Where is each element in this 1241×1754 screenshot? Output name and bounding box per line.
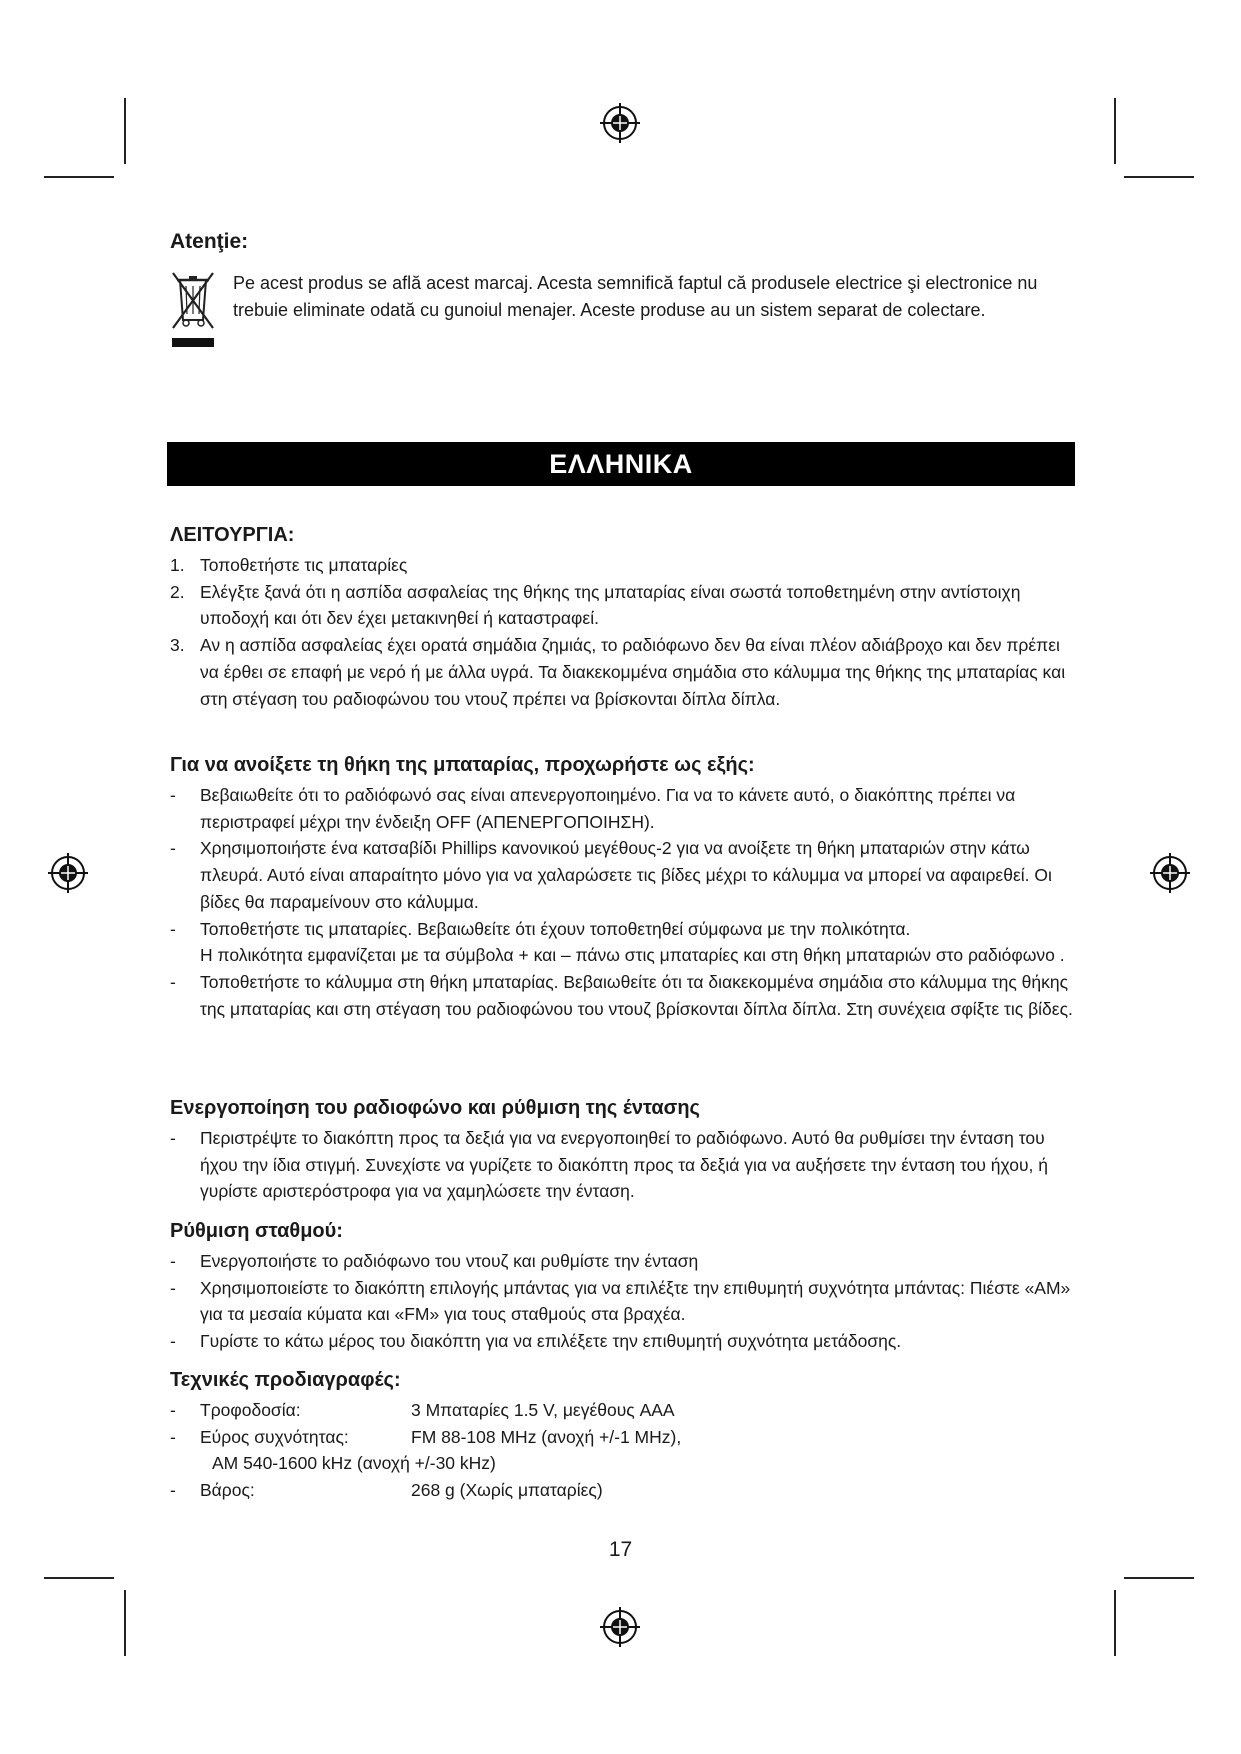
list-item: - Χρησιμοποιείστε το διακόπτη επιλογής μπάντας για να επιλέξτε την επιθυμητή συχνότητα μπάντας: Πιέστε «AM» για τα μεσαία κύματα και «FM» για τους σταθμούς στα βραχέα. bbox=[170, 1277, 1071, 1325]
tuning-list bbox=[170, 1248, 1082, 1355]
spec-row-frequency-am: AM 540-1600 kHz (ανοχή +/-30 kHz) bbox=[212, 1453, 496, 1474]
specs-section bbox=[170, 1367, 1082, 1504]
spec-row-frequency: - Εύρος συχνότητας: FM 88-108 MHz (ανοχή +/-1 MHz), bbox=[170, 1426, 682, 1447]
warning-text: Pe acest produs se află acest marcaj. Acesta semnifică faptul că produsele electrice şi electronice nu trebuie eliminate odată cu gunoiul menajer. Aceste produse au un sistem separat de colectare. bbox=[233, 273, 1038, 320]
warning-title: Atenţie: bbox=[170, 230, 249, 253]
power-heading: Ενεργοποίηση του ραδιοφώνο και ρύθμιση της έντασης bbox=[170, 1097, 700, 1119]
crop-mark bbox=[1124, 176, 1194, 178]
registration-mark-icon bbox=[47, 852, 89, 894]
open-case-section bbox=[170, 752, 1082, 1022]
spec-row-weight: - Βάρος: 268 g (Χωρίς μπαταρίες) bbox=[170, 1480, 603, 1501]
registration-mark-icon bbox=[599, 102, 641, 144]
power-section bbox=[170, 1095, 1082, 1205]
crop-mark bbox=[1114, 98, 1116, 164]
list-item: - Χρησιμοποιήστε ένα κατσαβίδι Phillips κανονικού μεγέθους-2 για να ανοίξετε τη θήκη μπαταριών στην κάτω πλευρά. Αυτό είναι απαραίτητο μόνο για να χαλαρώσετε τις βίδες μέχρι το κάλυμμα να μπορεί να αφαιρεθεί. Οι βίδες θα παραμείνουν στο κάλυμμα. bbox=[170, 838, 1052, 912]
list-item: - Βεβαιωθείτε ότι το ραδιόφωνό σας είναι απενεργοποιημένο. Για να το κάνετε αυτό, ο διακόπτης πρέπει να περιστραφεί μέχρι την ένδειξη OFF (ΑΠΕΝΕΡΓΟΠΟΙΗΣΗ). bbox=[170, 785, 1016, 832]
crop-mark bbox=[124, 98, 126, 164]
tuning-section bbox=[170, 1218, 1082, 1355]
crop-mark bbox=[44, 1577, 114, 1579]
open-case-list bbox=[170, 782, 1082, 1022]
open-case-heading: Για να ανοίξετε τη θήκη της μπαταρίας, προχωρήστε ως εξής: bbox=[170, 754, 755, 776]
power-list bbox=[170, 1125, 1082, 1205]
list-item: 2. Ελέγξτε ξανά ότι η ασπίδα ασφαλείας της θήκης της μπαταρίας είναι σωστά τοποθετημένη στην αντίστοιχη υποδοχή και ότι δεν έχει μετακινηθεί ή καταστραφεί. bbox=[170, 581, 1021, 629]
crop-mark bbox=[124, 1590, 126, 1656]
operation-section bbox=[170, 522, 1082, 712]
list-item: 3. Αν η ασπίδα ασφαλείας έχει ορατά σημάδια ζημιάς, το ραδιόφωνο δεν θα είναι πλέον αδιάβροχο και δεν πρέπει να έρθει σε επαφή με νερό ή με άλλα υγρά. Τα διακεκομμένα σημάδια στο κάλυμμα της θήκης της μπαταρίας και στη στέγαση του ραδιοφώνου του ντουζ πρέπει να βρίσκονται δίπλα δίπλα. bbox=[170, 635, 1066, 709]
list-item: - Τοποθετήστε τις μπαταρίες. Βεβαιωθείτε ότι έχουν τοποθετηθεί σύμφωνα με την πολικότητα. Η πολικότητα εμφανίζεται με τα σύμβολα + και – πάνω στις μπαταρίες και στη θήκη μπαταριών στο ραδιόφωνο . bbox=[170, 918, 1065, 966]
operation-heading: ΛΕΙΤΟΥΡΓΙΑ: bbox=[170, 524, 295, 546]
specs-heading: Τεχνικές προδιαγραφές: bbox=[170, 1369, 401, 1391]
language-banner: ΕΛΛΗΝΙΚΑ bbox=[167, 442, 1075, 486]
crossed-out-wheelie-bin-icon bbox=[170, 270, 216, 350]
list-item: - Περιστρέψτε το διακόπτη προς τα δεξιά για να ενεργοποιηθεί το ραδιόφωνο. Αυτό θα ρυθμίσει την ένταση του ήχου την ίδια στιγμή. Συνεχίστε να γυρίζετε το διακόπτη προς τα δεξιά για να αυξήσετε την ένταση του ήχου, ή γυρίστε αριστερόστροφα για να χαμηλώσετε την ένταση. bbox=[170, 1128, 1048, 1202]
list-item: 1. Τοποθετήστε τις μπαταρίες bbox=[170, 555, 408, 575]
crop-mark bbox=[1114, 1590, 1116, 1656]
spec-row-power: - Τροφοδοσία: 3 Μπαταρίες 1.5 V, μεγέθους AAA bbox=[170, 1400, 675, 1420]
registration-mark-icon bbox=[1149, 852, 1191, 894]
crop-mark bbox=[1124, 1577, 1194, 1579]
list-item: - Γυρίστε το κάτω μέρος του διακόπτη για να επιλέξετε την επιθυμητή συχνότητα μετάδοσης. bbox=[170, 1331, 902, 1352]
list-item: - Τοποθετήστε το κάλυμμα στη θήκη μπαταρίας. Βεβαιωθείτε ότι τα διακεκομμένα σημάδια στο κάλυμμα της θήκης της μπαταρίας και στη στέγαση του ραδιοφώνου του ντουζ βρίσκονται δίπλα δίπλα. Στη συνέχεια σφίξτε τις βίδες. bbox=[170, 971, 1073, 1019]
tuning-heading: Ρύθμιση σταθμού: bbox=[170, 1220, 343, 1242]
operation-list bbox=[170, 552, 1082, 712]
crop-mark bbox=[44, 176, 114, 178]
page-number: 17 bbox=[608, 1538, 633, 1561]
list-item: - Ενεργοποιήστε το ραδιόφωνο του ντουζ και ρυθμίστε την ένταση bbox=[170, 1251, 699, 1271]
registration-mark-icon bbox=[599, 1606, 641, 1648]
